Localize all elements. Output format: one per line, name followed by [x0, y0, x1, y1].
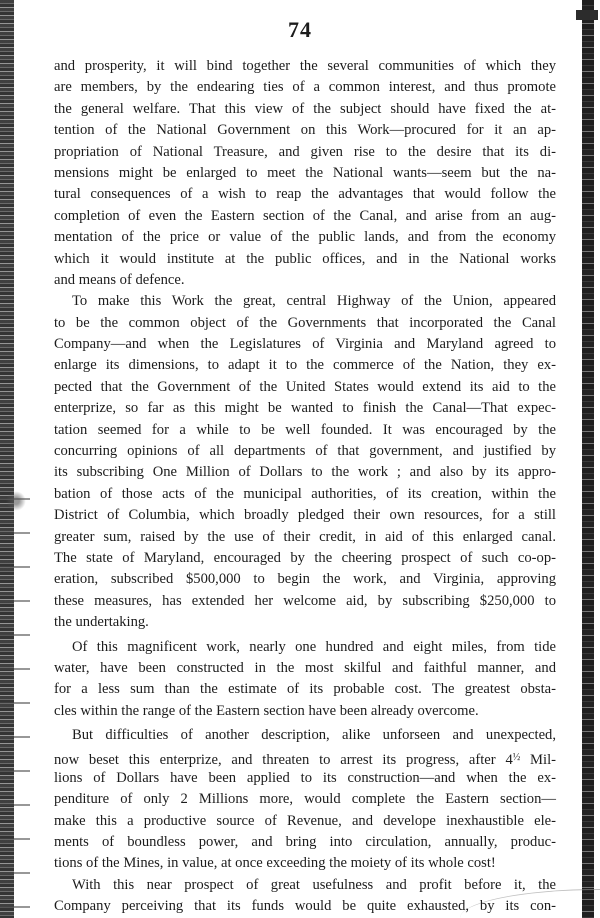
text-line: cles within the range of the Eastern section have been already overcome. — [54, 702, 479, 719]
text-line: for a less sum than the estimate of its probable cost. The greatest obsta- — [54, 681, 556, 698]
text-line: to be the common object of the Governments that incorporated the Canal — [54, 314, 556, 331]
text-line: ments of boundless power, and bring into circulation, annually, produc- — [54, 834, 556, 851]
text-line: and prosperity, it will bind together the several communities of which they — [54, 58, 556, 74]
text-line: make this a productive source of Revenue, and develope inexhaustible ele- — [54, 812, 556, 829]
text-line: are members, by the endearing ties of a common interest, and thus promote — [54, 79, 556, 96]
paragraph — [54, 56, 556, 291]
text-line: tation seemed for a while to be well founded. It was encouraged by the — [54, 421, 556, 438]
text-line: Of this magnificent work, nearly one hundred and eight miles, from tide — [72, 638, 556, 655]
text-line: bation of those acts of the municipal authorities, of its creation, within the — [54, 485, 556, 502]
text-fragment: now beset this enterprize, and threaten to arrest its progress, after 4 — [54, 751, 513, 768]
text-line: Company perceiving that its funds would be quite exhausted, by its con- — [54, 898, 556, 915]
text-line: completion of even the Eastern section of the Canal, and arise from an aug- — [54, 207, 556, 224]
scan-smudge — [6, 488, 26, 514]
text-line: penditure of only 2 Millions more, would complete the Eastern section— — [54, 791, 556, 808]
paragraph — [54, 291, 556, 633]
text-line: propriation of National Treasure, and given rise to the desire that its di- — [54, 143, 556, 160]
paragraph — [54, 637, 556, 723]
text-line: tention of the National Government on this Work—procured for it an ap- — [54, 122, 556, 139]
paragraph — [54, 875, 556, 918]
text-line: mentation of the price or value of the public lands, and from the economy — [54, 229, 556, 246]
paragraph — [54, 725, 556, 875]
scan-binding-edge-right — [582, 0, 594, 918]
text-line: tural consequences of a wish to reap the advantages that would follow the — [54, 186, 556, 203]
text-line: Company—and when the Legislatures of Virginia and Maryland agreed to — [54, 336, 556, 353]
text-line: District of Columbia, which broadly pledged their own resources, for a still — [54, 507, 556, 524]
text-line: enterprize, so far as this might be wanted to finish the Canal—That expec- — [54, 400, 556, 417]
text-line: the undertaking. — [54, 614, 149, 631]
text-line: which it would institute at the public offices, and in the National works — [54, 250, 556, 267]
text-line: tions of the Mines, in value, at once exceeding the moiety of its whole cost! — [54, 855, 496, 872]
text-line: the general welfare. That this view of the subject should have fixed the at- — [54, 100, 556, 117]
text-line: pected that the Government of the United States would extend its aid to the — [54, 378, 556, 395]
fraction: ½ — [512, 751, 521, 763]
text-line: mensions might be enlarged to meet the National wants—seem but the na- — [54, 164, 556, 181]
text-line: But difficulties of another description, alike unforseen and unexpected, — [72, 727, 556, 744]
text-fragment: Mil- — [520, 751, 556, 768]
text-line: concurring opinions of all departments of that government, and justified by — [54, 443, 556, 460]
text-line-with-fraction — [54, 747, 556, 768]
page-body — [54, 56, 556, 918]
text-line: lions of Dollars have been applied to its construction—and when the ex- — [54, 769, 556, 786]
text-line: eration, subscribed $500,000 to begin the work, and Virginia, approving — [54, 571, 556, 588]
text-line: water, have been constructed in the most skilful and faithful manner, and — [54, 659, 556, 676]
text-line: enlarge its dimensions, to adapt it to the commerce of the Nation, they ex- — [54, 357, 556, 374]
text-line: The state of Maryland, encouraged by the cheering prospect of such co-op- — [54, 549, 556, 566]
text-line: and means of defence. — [54, 271, 185, 288]
text-line: these measures, has extended her welcome aid, by subscribing $250,000 to — [54, 592, 556, 609]
text-line: its subscribing One Million of Dollars to the work ; and also by its appro- — [54, 464, 556, 481]
text-line: greater sum, raised by the use of their credit, in aid of this enlarged canal. — [54, 528, 556, 545]
text-line: With this near prospect of great usefulness and profit before it, the — [72, 876, 556, 893]
page-number: 74 — [288, 17, 312, 42]
scan-binding-shadow-left — [0, 480, 30, 918]
text-line: To make this Work the great, central Highway of the Union, appeared — [72, 293, 556, 310]
